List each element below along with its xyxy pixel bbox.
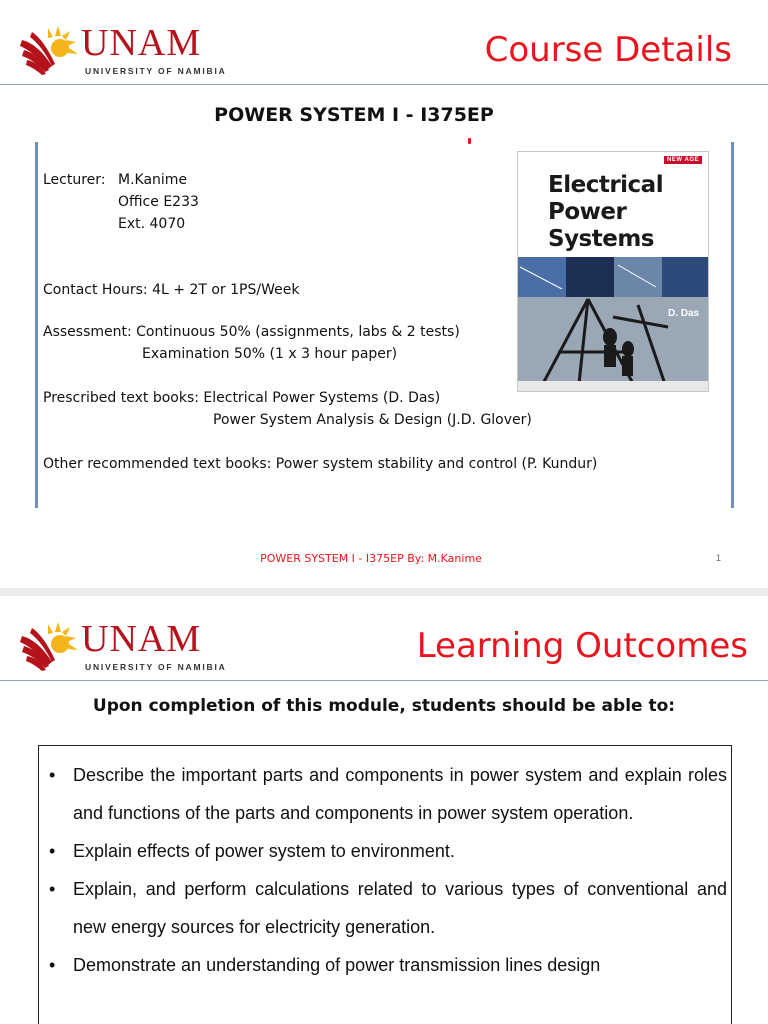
right-accent-bar xyxy=(731,142,734,508)
book-cover-image xyxy=(518,257,709,392)
outcome-item: • Describe the important parts and components in power system and explain roles and functions of the parts and components in power system operation. xyxy=(47,756,727,832)
lecturer-ext: Ext. 4070 xyxy=(118,216,186,232)
page-number: 1 xyxy=(716,553,722,563)
publisher-badge: NEW AGE xyxy=(664,156,702,164)
unam-wordmark: UNAM xyxy=(81,22,202,64)
book-title-line1: Electrical xyxy=(548,172,664,198)
book-title-line3: Systems xyxy=(548,226,654,252)
other-books: Other recommended text books: Power system stability and control (P. Kundur) xyxy=(43,456,598,472)
lecturer-office: Office E233 xyxy=(118,194,199,210)
book-title xyxy=(548,172,663,253)
header-divider xyxy=(0,680,768,681)
book-title-line2: Power xyxy=(548,199,627,225)
lecturer-name: M.Kanime xyxy=(118,172,188,188)
prescribed-books: Prescribed text books: Electrical Power Systems (D. Das) xyxy=(43,390,441,406)
unam-logo xyxy=(18,22,228,78)
slide-learning-outcomes xyxy=(0,596,768,1024)
contact-hours: Contact Hours: 4L + 2T or 1PS/Week xyxy=(43,282,300,298)
outcomes-box xyxy=(38,745,732,1024)
outcomes-list xyxy=(47,756,727,984)
unam-logo xyxy=(18,618,228,674)
assessment: Assessment: Continuous 50% (assignments, labs & 2 tests) xyxy=(43,324,460,340)
unam-sun-book-icon xyxy=(18,618,80,674)
unam-wordmark: UNAM xyxy=(81,618,202,660)
book-author: D. Das xyxy=(668,308,700,319)
book-cover xyxy=(517,151,709,392)
prescribed-book-2: Power System Analysis & Design (J.D. Glover) xyxy=(213,412,532,428)
lecturer-label: Lecturer: xyxy=(43,172,106,188)
examination: Examination 50% (1 x 3 hour paper) xyxy=(142,346,398,362)
slide-title: Course Details xyxy=(484,30,732,70)
outcomes-heading: Upon completion of this module, students should be able to: xyxy=(92,696,676,716)
slide-separator xyxy=(0,588,768,596)
outcome-item: • Explain, and perform calculations related to various types of conventional and new energy sources for electricity generation. xyxy=(47,870,727,946)
left-accent-bar xyxy=(35,142,38,508)
course-heading: POWER SYSTEM I - I375EP xyxy=(214,104,494,126)
slide-footer: POWER SYSTEM I - I375EP By: M.Kanime xyxy=(260,552,482,565)
red-mark xyxy=(468,138,471,144)
header-divider xyxy=(0,84,768,85)
unam-subtitle: UNIVERSITY OF NAMIBIA xyxy=(85,662,227,672)
unam-sun-book-icon xyxy=(18,22,80,78)
outcome-item: • Explain effects of power system to environment. xyxy=(47,832,727,870)
outcome-item: • Demonstrate an understanding of power transmission lines design xyxy=(47,946,727,984)
unam-subtitle: UNIVERSITY OF NAMIBIA xyxy=(85,66,227,76)
slide-title: Learning Outcomes xyxy=(416,626,748,666)
